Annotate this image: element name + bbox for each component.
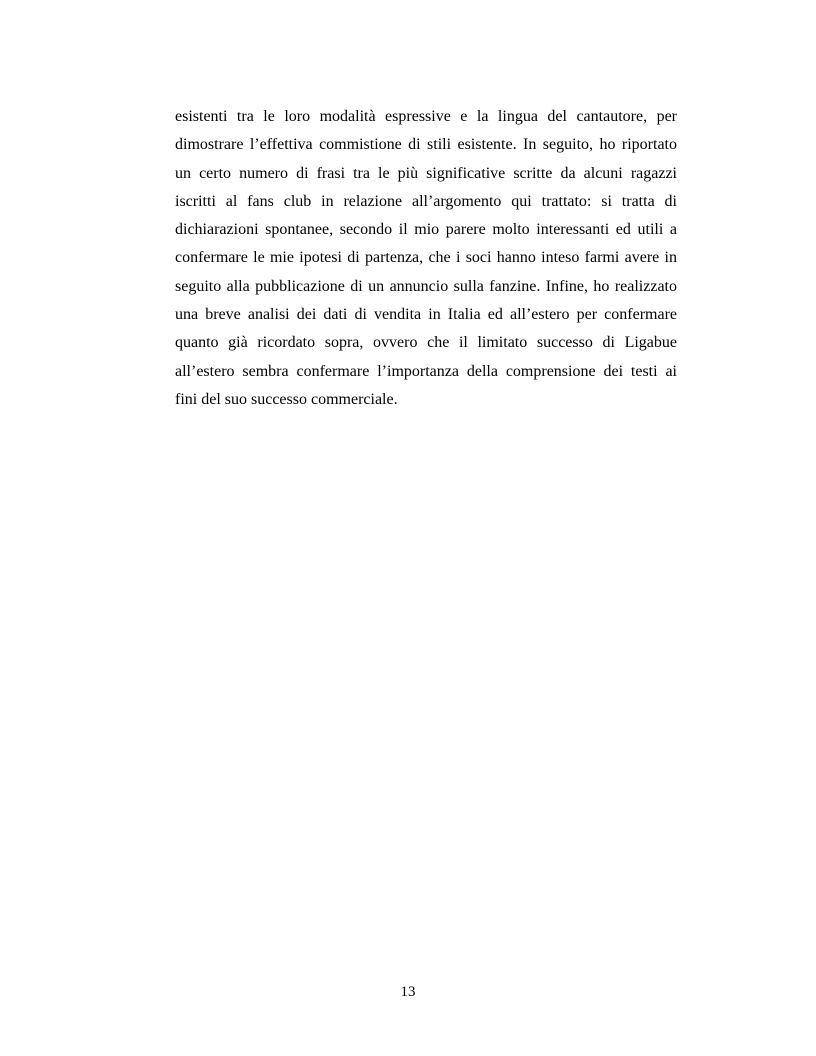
paragraph-line: dichiarazioni spontanee, secondo il mio parere molto interessanti ed utili a bbox=[175, 221, 677, 239]
paragraph-line: quanto già ricordato sopra, ovvero che il limitato successo di Ligabue bbox=[175, 334, 677, 352]
paragraph-line: confermare le mie ipotesi di partenza, che i soci hanno inteso farmi avere in bbox=[175, 249, 677, 267]
paragraph-line: all’estero sembra confermare l’importanza della comprensione dei testi ai bbox=[175, 362, 677, 380]
paragraph-line: iscritti al fans club in relazione all’argomento qui trattato: si tratta di bbox=[175, 192, 677, 210]
paragraph-line: una breve analisi dei dati di vendita in Italia ed all’estero per confermare bbox=[175, 306, 677, 324]
body-paragraph bbox=[175, 103, 677, 414]
paragraph-line: seguito alla pubblicazione di un annuncio sulla fanzine. Infine, ho realizzato bbox=[175, 277, 677, 295]
paragraph-line: esistenti tra le loro modalità espressive e la lingua del cantautore, per bbox=[175, 108, 677, 125]
paragraph-line: fini del suo successo commerciale. bbox=[175, 390, 398, 408]
page-number: 13 bbox=[400, 984, 416, 1000]
paragraph-line: un certo numero di frasi tra le più significative scritte da alcuni ragazzi bbox=[175, 164, 677, 182]
paragraph-line: dimostrare l’effettiva commistione di stili esistente. In seguito, ho riportato bbox=[175, 136, 677, 154]
